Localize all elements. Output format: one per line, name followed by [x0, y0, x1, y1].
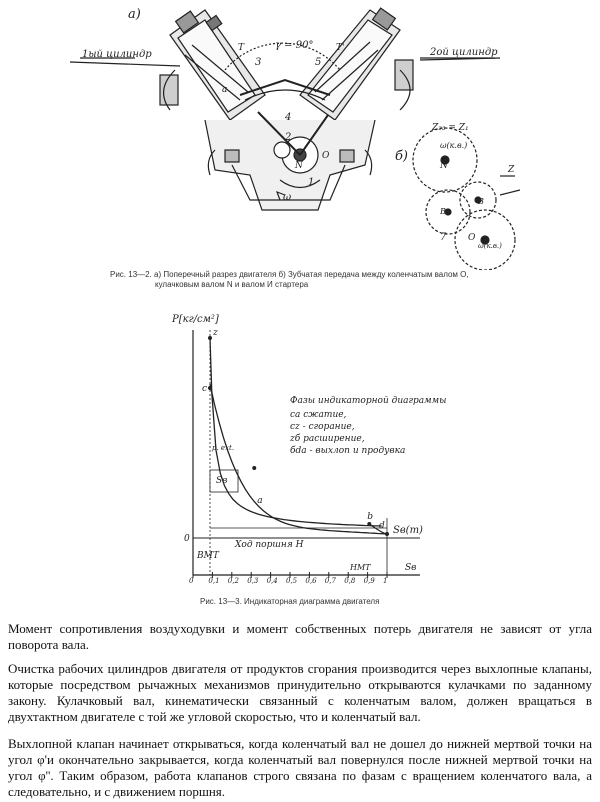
gear-wkv-label: ω(к.в.) [478, 242, 502, 250]
label-b: б) [395, 149, 409, 164]
gear-w-label: ω(к.в.) [440, 141, 468, 150]
y-axis-label: P[кг/см²] [172, 314, 219, 325]
label-2: 2 [285, 132, 292, 143]
legend-line-4: бda - выхлоп и продувка [290, 446, 406, 456]
x-tick-label: 0,8 [344, 577, 356, 585]
paragraph-2: Очистка рабочих цилиндров двигателя от продуктов сгорания производится через выхлопные клапаны, которые посредством рычажных механизмов принудительно открываются кулачками по заданному закону. Кулачковый вал, кинематически связанный с коленчатым валом, должен вращаться в двухтактном двигателе с той же угловой скоростью, что и коленчатый вал. [8, 661, 592, 724]
point-d [385, 532, 389, 536]
x-tick-label: 0,9 [363, 577, 375, 585]
figure-caption-1b: кулачковым валом N и валом И стартера [155, 280, 309, 289]
label-a: а) [128, 7, 141, 22]
gear-z2-label: Z [508, 165, 515, 175]
label-n: N [295, 161, 303, 171]
stroke-label: Ход поршня H [235, 540, 304, 550]
x-tick-label: 0,3 [247, 577, 259, 585]
label-1: 1 [308, 177, 315, 188]
legend-line-2: cz - сгорание, [290, 422, 355, 432]
cyl-left-label: 1ый цилиндр [82, 49, 152, 60]
gear-7-label: 7 [440, 232, 447, 243]
angle-label: γ = 90° [275, 40, 314, 51]
legend-title: Фазы индикаторной диаграммы [290, 396, 447, 406]
label-a-small: a [222, 85, 228, 95]
point-z [208, 336, 212, 340]
expansion-curve [210, 338, 382, 526]
label-omega: ω [283, 192, 292, 203]
gear-z-label: Z₂₃ = Z₁ [432, 123, 469, 133]
point-label-z: z [213, 328, 218, 338]
x-tick-label: 0,5 [286, 577, 298, 585]
x-tick-label: 0,4 [266, 577, 278, 585]
point-a [252, 466, 256, 470]
x-tick-label: 0 [189, 577, 194, 585]
point-c [208, 386, 212, 390]
sb-axis-label: Sв(m) [393, 525, 423, 536]
label-t-prime: T' [336, 43, 345, 53]
point-label-b: b [367, 512, 374, 522]
indicator-diagram-chart [0, 300, 600, 605]
sb-box-label: Sв [216, 476, 228, 486]
expansion-pressure-label: р. ext. [212, 444, 235, 452]
label-3: 3 [255, 57, 262, 68]
label-t: T [238, 43, 245, 53]
label-o: O [322, 151, 330, 161]
point-label-a: a [257, 496, 263, 506]
sb-label: Sв [405, 563, 417, 573]
x-tick-label: 0,2 [227, 577, 239, 585]
figure-caption-1: Рис. 13—2. а) Поперечный разрез двигателя б) Зубчатая передача между коленчатым валом O, [110, 270, 469, 279]
compression-curve [210, 384, 387, 534]
cyl-right-label: 2ой цилиндр [430, 47, 498, 58]
gear-b3-label: B₃ [440, 207, 450, 216]
label-5: 5 [315, 57, 322, 68]
x-tick-label: 0,1 [208, 577, 220, 585]
paragraph-1: Момент сопротивления воздуходувки и момент собственных потерь двигателя не зависят от угла поворота вала. [8, 621, 592, 652]
gear-n-label: N [440, 161, 448, 171]
zero-label: 0 [184, 534, 190, 544]
legend-line-3: zб расширение, [290, 434, 365, 444]
left-cylinder-drawing [160, 10, 265, 120]
figure-caption-2: Рис. 13—3. Индикаторная диаграмма двигателя [200, 597, 380, 606]
nmt-label: НМТ [350, 563, 371, 572]
point-label-c: c [202, 384, 208, 394]
x-tick-label: 0,6 [305, 577, 317, 585]
x-tick-label: 1 [383, 577, 388, 585]
gear-o-label: O [468, 233, 476, 243]
vmt-label: ВМТ [197, 551, 219, 561]
paragraph-3: Выхлопной клапан начинает открываться, когда коленчатый вал не дошел до нижней мертвой точки на угол φ'и окончательно закрывается, когда коленчатый вал повернулся после нижней мертвой точки на угол φ''. Таким образом, работа клапанов строго связана по фазам с вращением коленчатого вала, а следовательно, и с движением поршня. [8, 736, 592, 799]
legend-line-1: са сжатие, [290, 410, 347, 420]
point-label-d: d [379, 521, 385, 531]
gear-b-label: B [478, 197, 484, 206]
label-4: 4 [285, 112, 292, 123]
point-b [367, 522, 371, 526]
engine-cross-section-figure [0, 0, 600, 270]
x-tick-label: 0,7 [324, 577, 336, 585]
